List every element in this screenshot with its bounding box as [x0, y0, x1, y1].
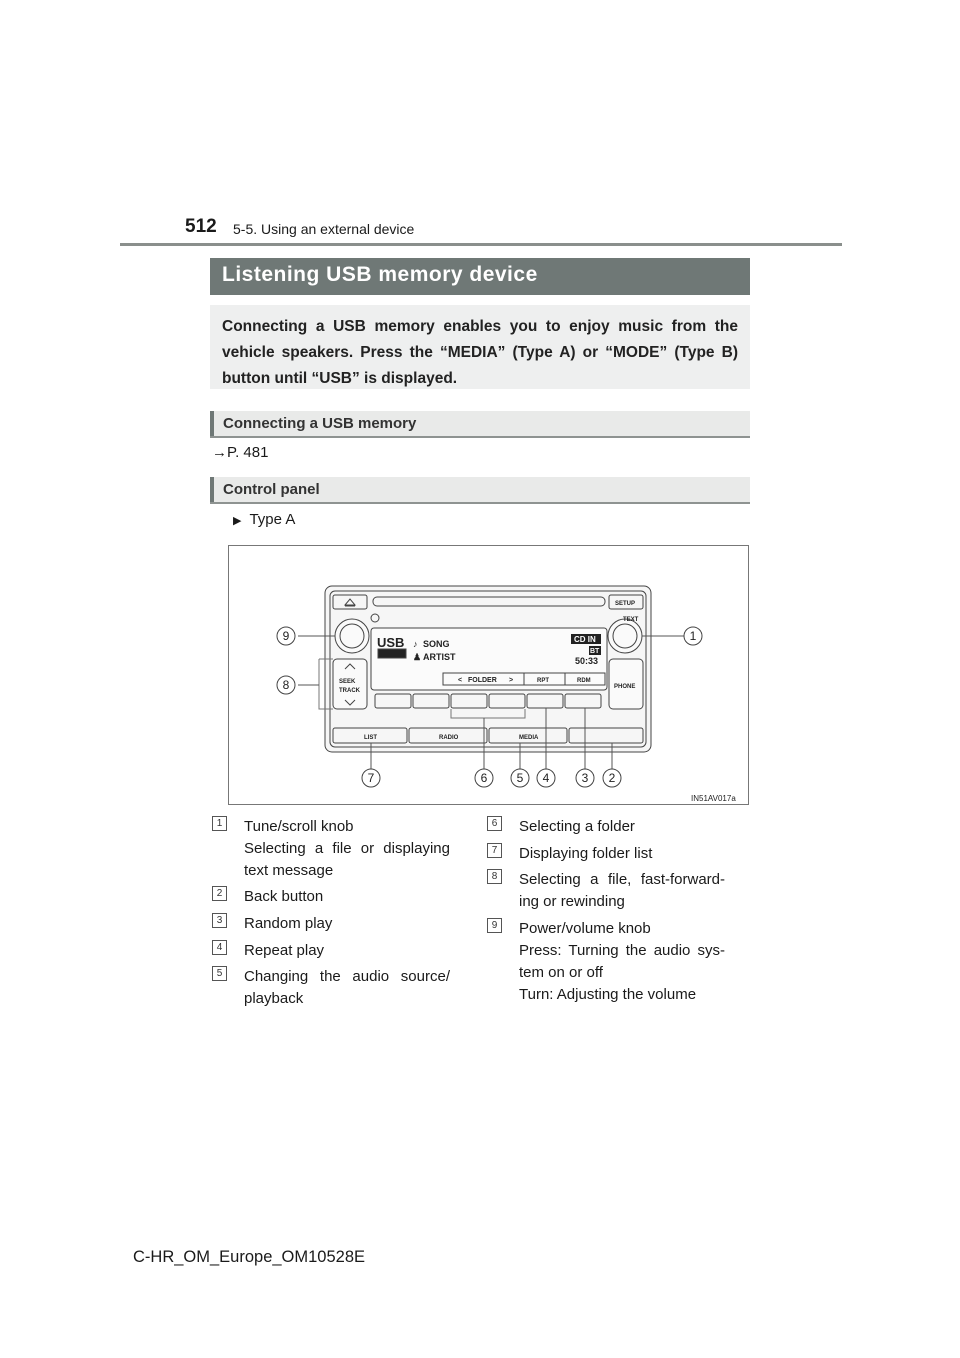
intro-box — [210, 305, 750, 389]
phone-label: PHONE — [614, 684, 636, 690]
legend-number: 5 — [212, 966, 227, 981]
callout-3 — [576, 769, 594, 787]
legend-line: Selecting a file or displaying text message — [244, 840, 450, 879]
legend-line: Press: Turning the audio sys-tem on or off — [519, 942, 725, 981]
type-label — [233, 511, 295, 528]
legend-number: 7 — [487, 843, 502, 858]
page-title-bar — [210, 258, 750, 295]
legend-text — [244, 816, 450, 882]
legend-number: 4 — [212, 940, 227, 955]
legend-number: 8 — [487, 869, 502, 884]
callout-2 — [603, 769, 621, 787]
svg-text:<: < — [458, 677, 463, 684]
figure-code: IN51AV017a — [691, 794, 736, 803]
svg-text:5: 5 — [516, 771, 524, 785]
page-title: Listening USB memory device — [222, 263, 538, 286]
legend-line: Repeat play — [244, 942, 325, 959]
section-heading-label: Connecting a USB memory — [223, 415, 417, 432]
media-label: MEDIA — [519, 735, 539, 741]
header-divider — [120, 243, 842, 246]
section-tab — [210, 411, 214, 436]
rdm-label: RDM — [577, 678, 591, 684]
callout-4 — [537, 769, 555, 787]
legend-number: 9 — [487, 918, 502, 933]
legend-line: Selecting a file, fast-forward-ing or rewinding — [519, 871, 725, 910]
legend-text — [244, 940, 450, 962]
legend-line: Tune/scroll knob — [244, 818, 354, 835]
svg-text:4: 4 — [542, 771, 550, 785]
control-panel-figure — [228, 545, 749, 805]
legend-number: 1 — [212, 816, 227, 831]
svg-text:3: 3 — [581, 771, 589, 785]
legend-text — [519, 816, 725, 838]
track-label: TRACK — [339, 688, 360, 694]
legend-line: Changing the audio source/ playback — [244, 968, 450, 1007]
callout-6 — [475, 769, 493, 787]
type-label-text: Type A — [249, 511, 296, 528]
legend-number: 6 — [487, 816, 502, 831]
legend-line: Selecting a folder — [519, 818, 635, 835]
rpt-label: RPT — [537, 678, 549, 684]
callout-1 — [684, 627, 702, 645]
setup-label: SETUP — [615, 601, 636, 607]
seek-label: SEEK — [339, 679, 356, 685]
legend-line: Random play — [244, 915, 333, 932]
legend-text — [244, 886, 450, 908]
legend-text — [244, 913, 450, 935]
legend-line: Displaying folder list — [519, 845, 653, 862]
display-bt: BT — [590, 648, 600, 655]
legend-text — [519, 869, 725, 913]
callout-5 — [511, 769, 529, 787]
section-heading-control-panel — [210, 477, 750, 504]
legend-line: Power/volume knob — [519, 920, 651, 937]
svg-text:9: 9 — [282, 629, 290, 643]
callout-9 — [277, 627, 295, 645]
display-song: SONG — [423, 639, 450, 649]
section-heading-label: Control panel — [223, 481, 320, 498]
page-number: 512 — [185, 216, 217, 237]
page-reference-link[interactable]: →P. 481 — [212, 444, 269, 461]
display-time: 50:33 — [575, 656, 599, 666]
svg-text:8: 8 — [282, 678, 290, 692]
folder-label: FOLDER — [468, 677, 497, 684]
display-cd-in: CD IN — [574, 635, 596, 644]
legend-text — [519, 843, 725, 865]
radio-label: RADIO — [439, 735, 459, 741]
display-artist: ARTIST — [423, 652, 456, 662]
callout-8 — [277, 676, 295, 694]
svg-text:1: 1 — [689, 629, 697, 643]
document-footer: C-HR_OM_Europe_OM10528E — [133, 1248, 366, 1266]
svg-text:♟: ♟ — [413, 652, 422, 662]
section-tab — [210, 477, 214, 502]
svg-text:6: 6 — [480, 771, 488, 785]
text-label: TEXT — [623, 617, 639, 623]
control-panel-illustration — [229, 546, 750, 806]
usb-device-icon — [378, 649, 406, 658]
svg-text:7: 7 — [367, 771, 375, 785]
display-source: USB — [377, 635, 405, 650]
triangle-bullet-icon: ▶ — [233, 515, 242, 527]
svg-text:♪: ♪ — [413, 639, 418, 649]
list-label: LIST — [364, 735, 377, 741]
legend-text — [519, 918, 725, 1006]
callout-7 — [362, 769, 380, 787]
svg-text:>: > — [509, 677, 514, 684]
section-breadcrumb: 5-5. Using an external device — [233, 221, 415, 237]
legend-number: 2 — [212, 886, 227, 901]
section-heading-connecting — [210, 411, 750, 438]
legend-line: Back button — [244, 888, 324, 905]
intro-text: Connecting a USB memory enables you to enjoy music from the vehicle speakers. Press the “MEDIA” (Type A) or “MODE” (Type B) button until “USB” is displayed. — [222, 318, 738, 387]
legend-line: Turn: Adjusting the volume — [519, 986, 697, 1003]
legend-number: 3 — [212, 913, 227, 928]
svg-text:2: 2 — [608, 771, 616, 785]
legend-text — [244, 966, 450, 1010]
